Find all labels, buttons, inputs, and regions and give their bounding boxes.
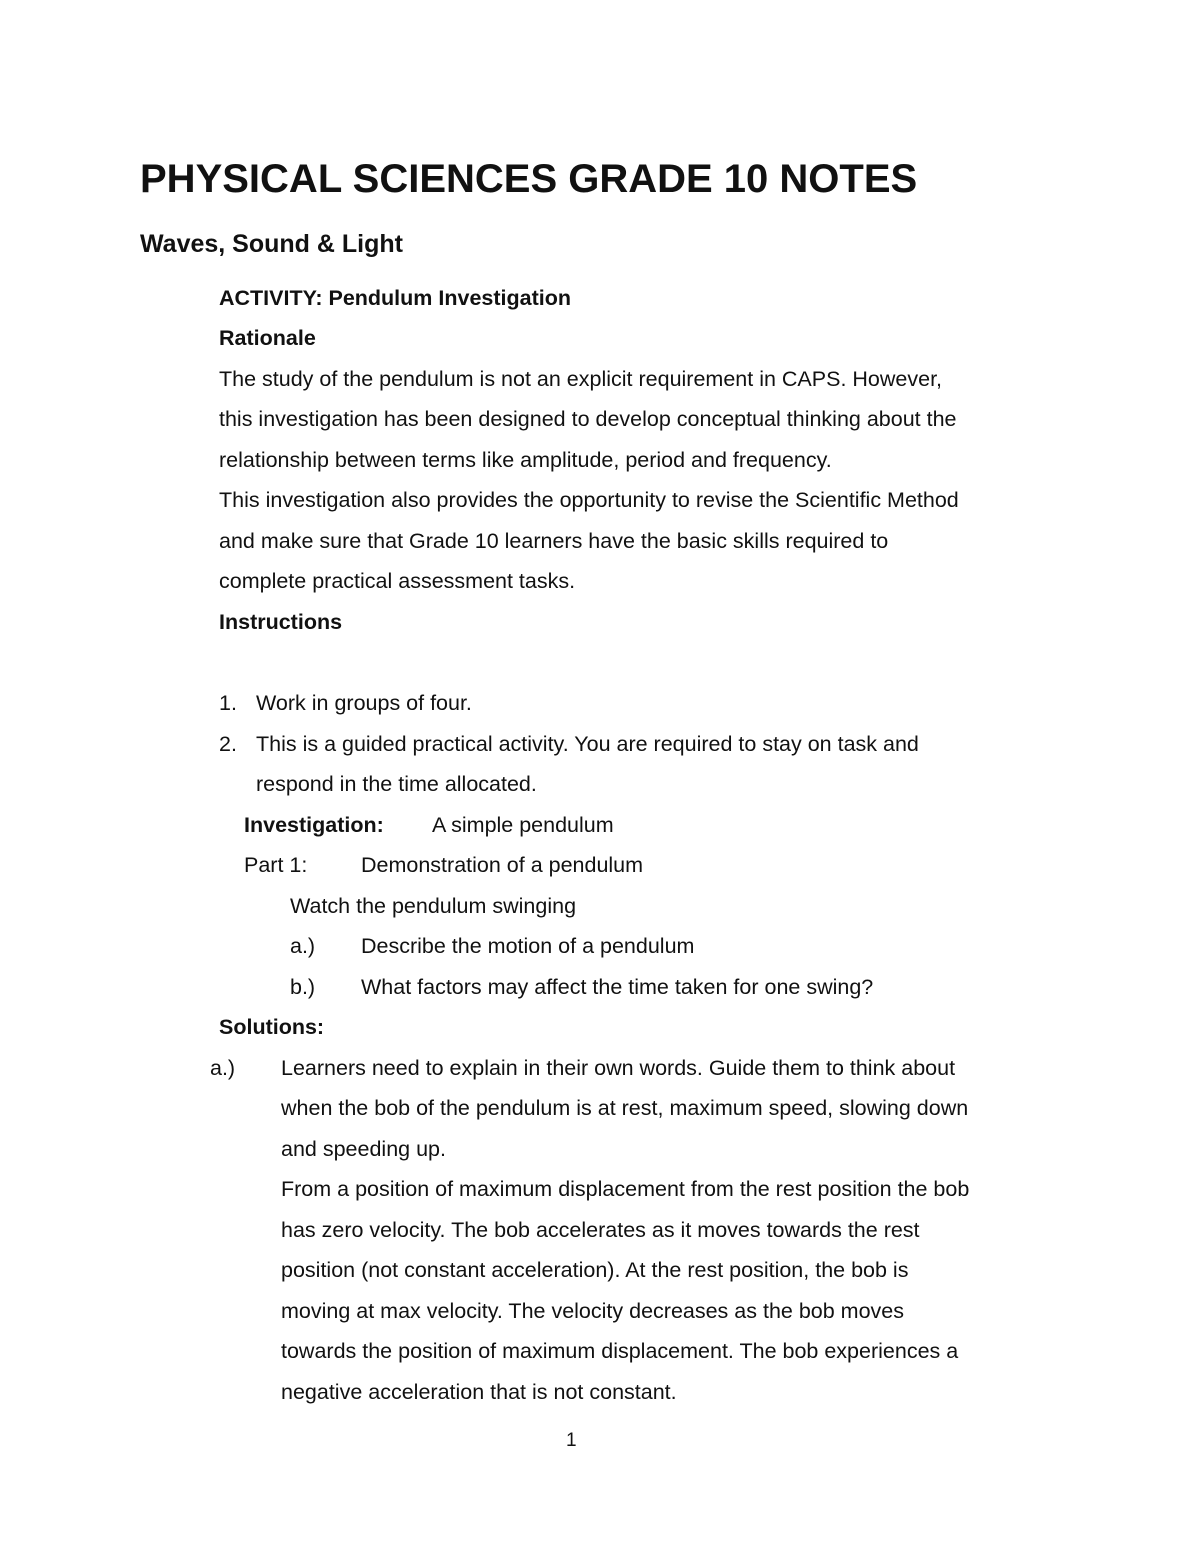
rationale-line: This investigation also provides the opportunity to revise the Scientific Method xyxy=(219,488,959,512)
rationale-line: The study of the pendulum is not an explicit requirement in CAPS. However, xyxy=(219,367,943,391)
rationale-heading: Rationale xyxy=(219,326,316,350)
solution-line: and speeding up. xyxy=(281,1137,446,1161)
activity-heading: ACTIVITY: Pendulum Investigation xyxy=(219,286,571,310)
solution-line: towards the position of maximum displacement. The bob experiences a xyxy=(281,1339,959,1363)
part-prompt: Watch the pendulum swinging xyxy=(290,894,577,918)
investigation-label: Investigation: xyxy=(244,813,384,837)
solutions-heading: Solutions: xyxy=(219,1015,325,1039)
solution-line: when the bob of the pendulum is at rest, maximum speed, slowing down xyxy=(281,1096,969,1120)
list-item-number: 1. xyxy=(219,691,237,715)
part-value: Demonstration of a pendulum xyxy=(361,853,644,877)
solution-line: negative acceleration that is not constant. xyxy=(281,1380,677,1404)
solution-line: has zero velocity. The bob accelerates as it moves towards the rest xyxy=(281,1218,920,1242)
page-title: PHYSICAL SCIENCES GRADE 10 NOTES xyxy=(140,157,918,201)
solution-line: Learners need to explain in their own words. Guide them to think about xyxy=(281,1056,956,1080)
investigation-value: A simple pendulum xyxy=(432,813,614,837)
question-text: Describe the motion of a pendulum xyxy=(361,934,695,958)
list-item-number: 2. xyxy=(219,732,237,756)
section-subtitle: Waves, Sound & Light xyxy=(140,230,403,258)
question-letter: a.) xyxy=(290,934,316,958)
rationale-line: relationship between terms like amplitude, period and frequency. xyxy=(219,448,832,472)
solution-line: moving at max velocity. The velocity decreases as the bob moves xyxy=(281,1299,904,1323)
solution-letter: a.) xyxy=(210,1056,236,1080)
rationale-line: complete practical assessment tasks. xyxy=(219,569,576,593)
solution-line: position (not constant acceleration). At the rest position, the bob is xyxy=(281,1258,909,1282)
list-item-continuation: respond in the time allocated. xyxy=(256,772,537,796)
rationale-line: and make sure that Grade 10 learners have the basic skills required to xyxy=(219,529,889,553)
instructions-heading: Instructions xyxy=(219,610,343,634)
rationale-line: this investigation has been designed to develop conceptual thinking about the xyxy=(219,407,957,431)
solution-line: From a position of maximum displacement from the rest position the bob xyxy=(281,1177,970,1201)
page-number: 1 xyxy=(566,1430,577,1451)
list-item: Work in groups of four. xyxy=(256,691,472,715)
list-item: This is a guided practical activity. You are required to stay on task and xyxy=(256,732,919,756)
question-letter: b.) xyxy=(290,975,316,999)
part-label: Part 1: xyxy=(244,853,308,877)
question-text: What factors may affect the time taken for one swing? xyxy=(361,975,874,999)
